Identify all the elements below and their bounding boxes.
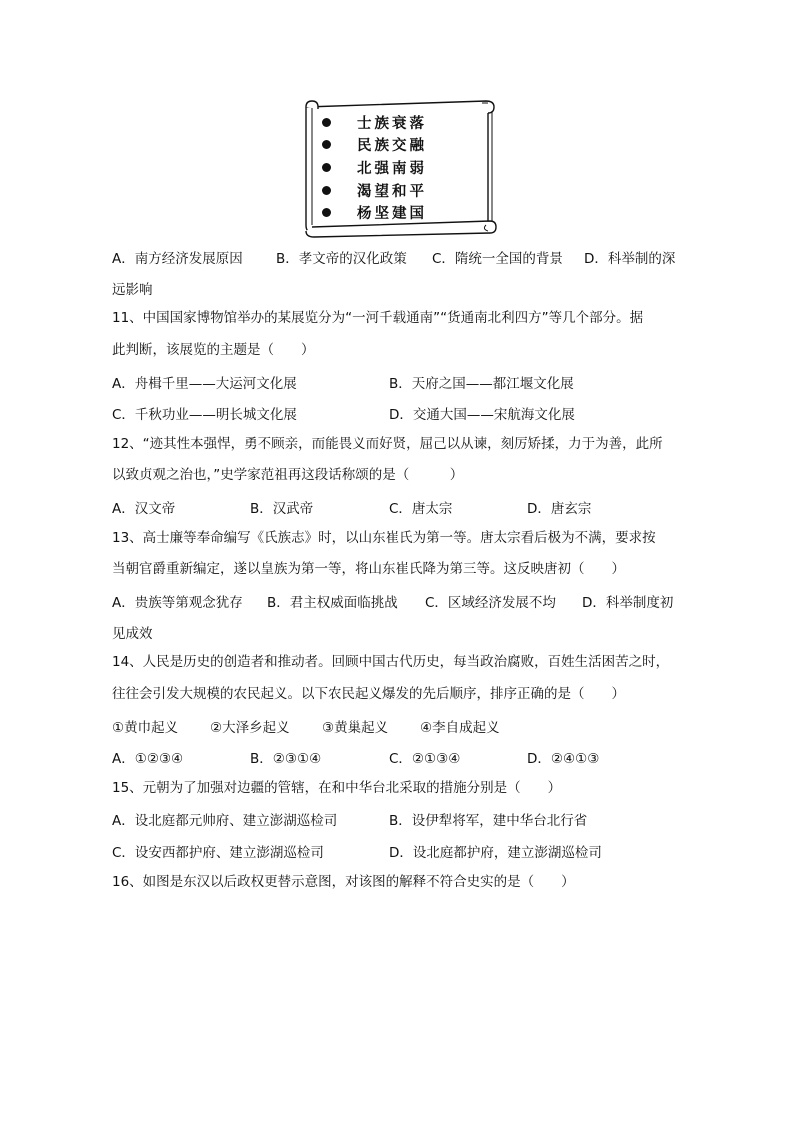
q14-stem-line2: 往往会引发大规模的农民起义。以下农民起义爆发的先后顺序，排序正确的是（ ） bbox=[112, 686, 625, 702]
q13-option-a: A．贵族等第观念犹存 bbox=[112, 595, 243, 611]
q15-option-b: B．设伊犁将军，建中华台北行省 bbox=[389, 813, 588, 829]
q11-option-c: C．千秋功业——明长城文化展 bbox=[112, 407, 297, 423]
q16-stem-line1: 16、如图是东汉以后政权更替示意图，对该图的解释不符合史实的是（ ） bbox=[112, 874, 575, 890]
q12-option-b: B．汉武帝 bbox=[250, 501, 314, 517]
q14-item-1: ①黄巾起义 bbox=[112, 720, 179, 736]
q13-option-c: C．区域经济发展不均 bbox=[425, 595, 556, 611]
q13-option-d: D．科举制度初 bbox=[582, 595, 674, 611]
q14-item-2: ②大泽乡起义 bbox=[210, 720, 290, 736]
q11-stem-line2: 此判断，该展览的主题是（ ） bbox=[112, 342, 315, 358]
scroll-item: 渴望和平 bbox=[318, 179, 488, 202]
q10-option-c: C．隋统一全国的背景 bbox=[432, 251, 563, 267]
scroll-list bbox=[318, 111, 488, 224]
q15-stem-line1: 15、元朝为了加强对边疆的管辖，在和中华台北采取的措施分别是（ ） bbox=[112, 780, 562, 796]
scroll-item: 民族交融 bbox=[318, 134, 488, 157]
q13-option-b: B．君主权威面临挑战 bbox=[267, 595, 398, 611]
q14-item-3: ③黄巢起义 bbox=[322, 720, 389, 736]
q12-option-a: A．汉文帝 bbox=[112, 501, 176, 517]
q14-item-4: ④李自成起义 bbox=[420, 720, 500, 736]
bullet-icon bbox=[322, 140, 331, 149]
q14-stem-line1: 14、人民是历史的创造者和推动者。回顾中国古代历史，每当政治腐败，百姓生活困苦之时， bbox=[112, 654, 670, 670]
q15-option-d: D．设北庭都护府，建立澎湖巡检司 bbox=[389, 845, 602, 861]
q13-option-d-wrap: 见成效 bbox=[112, 626, 153, 642]
q14-option-b: B．②③①④ bbox=[250, 751, 322, 767]
scroll-figure bbox=[296, 97, 500, 239]
q11-option-a: A．舟楫千里——大运河文化展 bbox=[112, 376, 297, 392]
q10-option-a: A．南方经济发展原因 bbox=[112, 251, 243, 267]
scroll-item: 士族衰落 bbox=[318, 111, 488, 134]
q14-option-a: A．①②③④ bbox=[112, 751, 184, 767]
q12-stem-line1: 12、“迹其性本强悍，勇不顾亲，而能畏义而好贤，屈己以从谏，刻厉矫揉，力于为善，此所 bbox=[112, 436, 663, 452]
q12-option-c: C．唐太宗 bbox=[389, 501, 453, 517]
q11-option-b: B．天府之国——都江堰文化展 bbox=[389, 376, 574, 392]
bullet-icon bbox=[322, 208, 331, 217]
q15-option-a: A．设北庭都元帅府、建立澎湖巡检司 bbox=[112, 813, 338, 829]
q10-option-d: D．科举制的深 bbox=[584, 251, 676, 267]
q13-stem-line2: 当朝官爵重新编定，遂以皇族为第一等，将山东崔氏降为第三等。这反映唐初（ ） bbox=[112, 561, 625, 577]
q11-option-d: D．交通大国——宋航海文化展 bbox=[389, 407, 575, 423]
scroll-item: 杨坚建国 bbox=[318, 201, 488, 224]
bullet-icon bbox=[322, 118, 331, 127]
q15-option-c: C．设安西都护府、建立澎湖巡检司 bbox=[112, 845, 324, 861]
q10-option-d-wrap: 远影响 bbox=[112, 282, 153, 298]
bullet-icon bbox=[322, 163, 331, 172]
q12-stem-line2: 以致贞观之治也，”史学家范祖再这段话称颂的是（ ） bbox=[112, 467, 464, 483]
scroll-item: 北强南弱 bbox=[318, 156, 488, 179]
q10-option-b: B．孝文帝的汉化政策 bbox=[276, 251, 407, 267]
q14-option-c: C．②①③④ bbox=[389, 751, 461, 767]
q12-option-d: D．唐玄宗 bbox=[527, 501, 592, 517]
bullet-icon bbox=[322, 186, 331, 195]
q13-stem-line1: 13、高士廉等奉命编写《氏族志》时，以山东崔氏为第一等。唐太宗看后极为不满，要求按 bbox=[112, 530, 656, 546]
q14-option-d: D．②④①③ bbox=[527, 751, 600, 767]
q11-stem-line1: 11、中国国家博物馆举办的某展览分为“一河千载通南”“货通南北利四方”等几个部分。据 bbox=[112, 310, 644, 326]
